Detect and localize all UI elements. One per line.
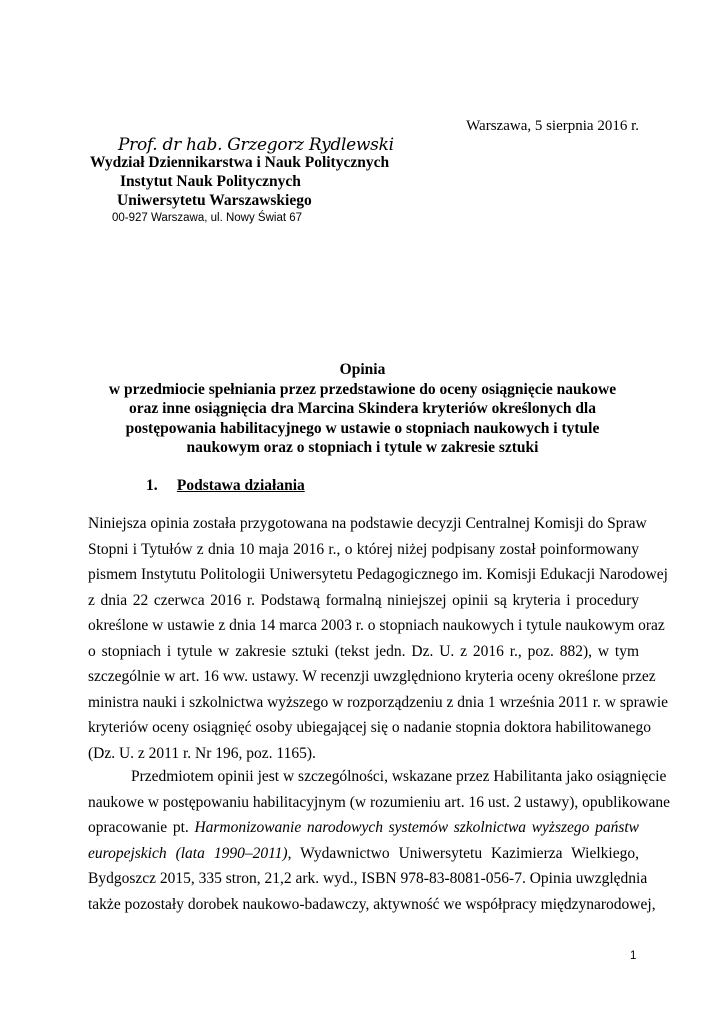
text-line: Stopni i Tytułów z dnia 10 maja 2016 r., o której niżej podpisany został poinformowany <box>88 540 639 558</box>
text-line: z dnia 22 czerwca 2016 r. Podstawą formalną niniejszej opinii są kryteria i procedury <box>88 591 639 609</box>
section-title: Podstawa działania <box>176 477 305 494</box>
address-line: 00-927 Warszawa, ul. Nowy Świat 67 <box>112 212 303 224</box>
text-segment: , Wydawnictwo Uniwersytetu Kazimierza Wielkiego, <box>287 844 639 862</box>
text-line: o stopniach i tytule w zakresie sztuki (tekst jedn. Dz. U. z 2016 r., poz. 882), w tym <box>88 642 639 660</box>
text-line: Przedmiotem opinii jest w szczególności, wskazane przez Habilitanta jako osiągnięcie <box>131 768 667 785</box>
author-name: Prof. dr hab. Grzegorz Rydlewski <box>118 135 394 155</box>
text-line <box>88 841 639 867</box>
book-title-part: Harmonizowanie narodowych systemów szkolnictwa wyższego państw <box>194 819 639 836</box>
text-line: naukowe w postępowaniu habilitacyjnym (w rozumieniu art. 16 ust. 2 ustawy), opublikowane <box>88 793 670 811</box>
text-line: (Dz. U. z 2011 r. Nr 196, poz. 1165). <box>88 744 316 762</box>
text-line: określone w ustawie z dnia 14 marca 2003 r. o stopniach naukowych i tytule naukowym oraz <box>88 617 665 634</box>
book-title-part: europejskich (lata 1990–2011) <box>88 844 288 862</box>
section-heading <box>146 477 305 495</box>
opinion-title <box>90 360 635 458</box>
text-line: pismem Instytutu Politologii Uniwersytetu Pedagogicznego im. Komisji Edukacji Narodowej <box>88 566 668 583</box>
body-paragraph-1 <box>88 511 669 766</box>
text-line <box>88 815 639 841</box>
text-segment: opracowanie pt. <box>88 819 195 836</box>
text-line: ministra nauki i szkolnictwa wyższego w rozporządzeniu z dnia 1 września 2011 r. w sprawie <box>88 693 669 711</box>
institute-name: Instytut Nauk Politycznych <box>120 173 301 190</box>
document-date: Warszawa, 5 sierpnia 2016 r. <box>466 118 639 134</box>
text-line: szczególnie w art. 16 ww. ustawy. W recenzji uwzględniono kryteria oceny określone przez <box>88 668 656 685</box>
text-line: Niniejsza opinia została przygotowana na podstawie decyzji Centralnej Komisji do Spraw <box>88 515 647 532</box>
title-line: postępowania habilitacyjnego w ustawie o stopniach naukowych i tytule <box>125 419 600 437</box>
title-line: Opinia <box>339 361 386 378</box>
text-line: Bydgoszcz 2015, 335 stron, 21,2 ark. wyd., ISBN 978-83-8081-056-7. Opinia uwzględnia <box>88 870 648 887</box>
university-name: Uniwersytetu Warszawskiego <box>117 192 312 209</box>
page-number: 1 <box>630 950 637 962</box>
title-line: w przedmiocie spełniania przez przedstawione do oceny osiągnięcie naukowe <box>108 380 617 398</box>
section-number: 1. <box>146 477 158 494</box>
title-line: naukowym oraz o stopniach i tytule w zakresie sztuki <box>186 439 539 456</box>
body-paragraph-2 <box>88 764 670 917</box>
text-line: także pozostały dorobek naukowo-badawczy, aktywność we współpracy międzynarodowej, <box>88 895 656 913</box>
text-line: kryteriów oceny osiągnięć osoby ubiegającej się o nadanie stopnia doktora habilitowanego <box>88 719 651 736</box>
title-line: oraz inne osiągnięcia dra Marcina Skindera kryteriów określonych dla <box>128 400 596 417</box>
department-name: Wydział Dziennikarstwa i Nauk Politycznych <box>90 154 390 171</box>
